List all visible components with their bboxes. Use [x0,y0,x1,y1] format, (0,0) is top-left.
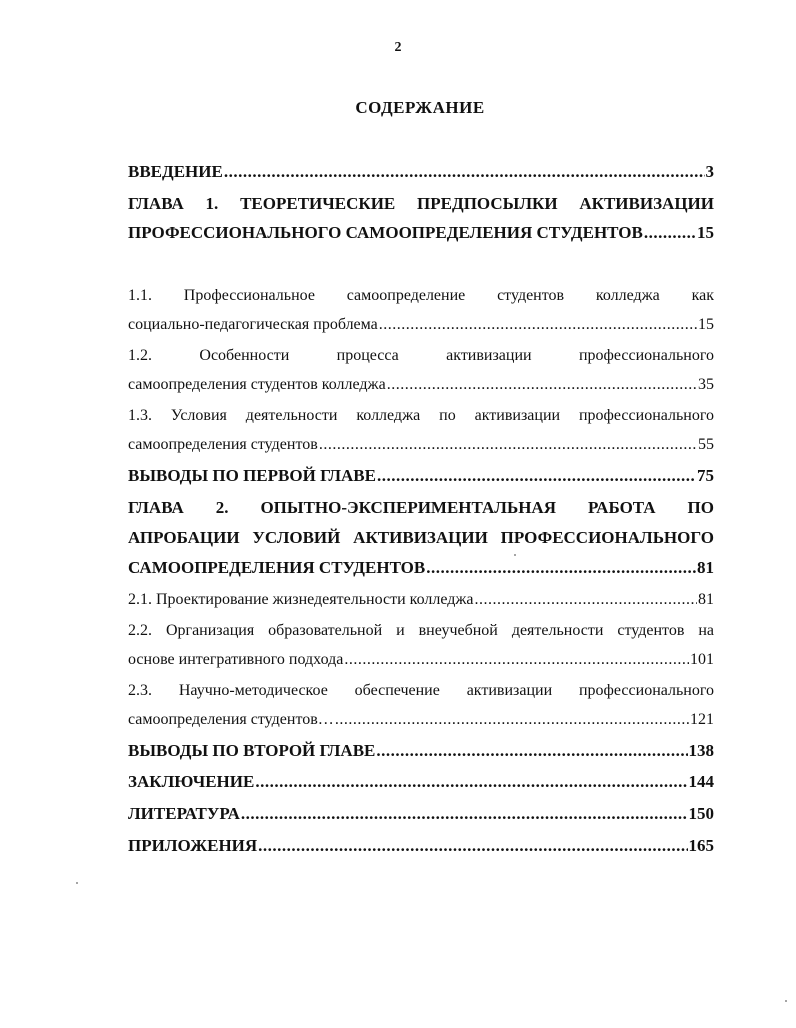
toc-entry-label: ПРОФЕССИОНАЛЬНОГО САМООПРЕДЕЛЕНИЯ СТУДЕНТОВ [128,223,643,242]
toc-entry-label: ПРИЛОЖЕНИЯ [128,836,258,855]
toc-entry-chapter-2-line1[interactable] [128,496,714,520]
toc-entry-label: 1.2. Особенности процесса активизации профессионального [128,347,714,364]
toc-entry-section-2-2-line1[interactable] [128,619,714,643]
dot-leader [376,739,687,763]
toc-entry-label: самоопределения студентов [128,436,318,453]
toc-entry-section-2-3-line1[interactable] [128,679,714,703]
toc-entry-section-1-1-line2[interactable] [128,313,714,337]
dot-leader [224,160,705,184]
toc-entry-appendices[interactable] [128,834,714,858]
toc-entry-introduction[interactable] [128,160,714,184]
toc-entry-label: 2.3. Научно-методическое обеспечение активизации профессионального [128,682,714,699]
toc-entry-section-1-3-line1[interactable] [128,404,714,428]
toc-entry-label: 1.1. Профессиональное самоопределение студентов колледжа как [128,287,714,304]
toc-entry-conclusions-chapter-1[interactable] [128,464,714,488]
dot-leader [379,313,697,337]
toc-entry-conclusion[interactable] [128,770,714,794]
toc-entry-label: ЛИТЕРАТУРА [128,804,240,823]
page-title: СОДЕРЖАНИЕ [355,98,485,117]
toc-entry-section-2-2-line2[interactable] [128,648,714,672]
toc-page-number: 81 [697,558,714,577]
toc-entry-chapter-2-line3[interactable] [128,556,714,580]
toc-entry-label: основе интегративного подхода [128,651,344,668]
toc-page-number: 138 [688,741,714,760]
toc-entry-chapter-2-line2[interactable] [128,526,714,550]
toc-entry-literature[interactable] [128,802,714,826]
scan-speck [76,882,78,884]
toc-entry-label: ВЫВОДЫ ПО ПЕРВОЙ ГЛАВЕ [128,466,376,485]
toc-entry-label: 2.1. Проектирование жизнедеятельности колледжа [128,591,474,608]
toc-entry-conclusions-chapter-2[interactable] [128,739,714,763]
toc-page-number: 121 [690,711,714,728]
toc-entry-chapter-1-line1[interactable] [128,192,714,216]
toc-entry-section-1-3-line2[interactable] [128,433,714,457]
page-number: 2 [394,40,402,55]
toc-entry-section-2-3-line2[interactable] [128,708,714,732]
toc-entry-label: самоопределения студентов… [128,711,334,728]
dot-leader [644,221,696,245]
toc-entry-label: ЗАКЛЮЧЕНИЕ [128,772,255,791]
toc-page-number: 150 [688,804,714,823]
toc-page-number: 101 [690,651,714,668]
toc-entry-chapter-1-line2[interactable] [128,221,714,245]
dot-leader [377,464,696,488]
toc-entry-label: 1.3. Условия деятельности колледжа по активизации профессионального [128,407,714,424]
scan-speck [785,1000,787,1002]
toc-entry-label: самоопределения студентов колледжа [128,376,386,393]
toc-entry-label: ГЛАВА 1. ТЕОРЕТИЧЕСКИЕ ПРЕДПОСЫЛКИ АКТИВИЗАЦИИ [128,194,714,213]
toc-entry-label: САМООПРЕДЕЛЕНИЯ СТУДЕНТОВ [128,558,426,577]
toc-entry-label: АПРОБАЦИИ УСЛОВИЙ АКТИВИЗАЦИИ ПРОФЕССИОНАЛЬНОГО [128,528,714,547]
toc-entry-label: ГЛАВА 2. ОПЫТНО-ЭКСПЕРИМЕНТАЛЬНАЯ РАБОТА ПО [128,498,714,517]
dot-leader [426,556,696,580]
toc-entry-section-1-2-line2[interactable] [128,373,714,397]
toc-entry-section-1-1-line1[interactable] [128,284,714,308]
dot-leader [387,373,697,397]
dot-leader [335,708,689,732]
toc-page-number: 15 [698,316,714,333]
toc-page-number: 35 [698,376,714,393]
toc-page-number: 15 [697,223,714,242]
dot-leader [258,834,687,858]
toc-page-number: 75 [697,466,714,485]
toc-entry-label: социально-педагогическая проблема [128,316,378,333]
toc-page-number: 55 [698,436,714,453]
toc-page-number: 81 [698,591,714,608]
toc-page-number: 3 [705,162,714,181]
scan-speck [514,554,516,556]
toc-page-number: 165 [688,836,714,855]
toc-entry-label: ВЫВОДЫ ПО ВТОРОЙ ГЛАВЕ [128,741,376,760]
dot-leader [475,588,697,612]
dot-leader [319,433,697,457]
dot-leader [344,648,689,672]
toc-entry-section-1-2-line1[interactable] [128,344,714,368]
toc-entry-label: 2.2. Организация образовательной и внеучебной деятельности студентов на [128,622,714,639]
toc-page-number: 144 [688,772,714,791]
dot-leader [255,770,687,794]
toc-entry-section-2-1[interactable] [128,588,714,612]
toc-entry-label: ВВЕДЕНИЕ [128,162,223,181]
dot-leader [241,802,688,826]
